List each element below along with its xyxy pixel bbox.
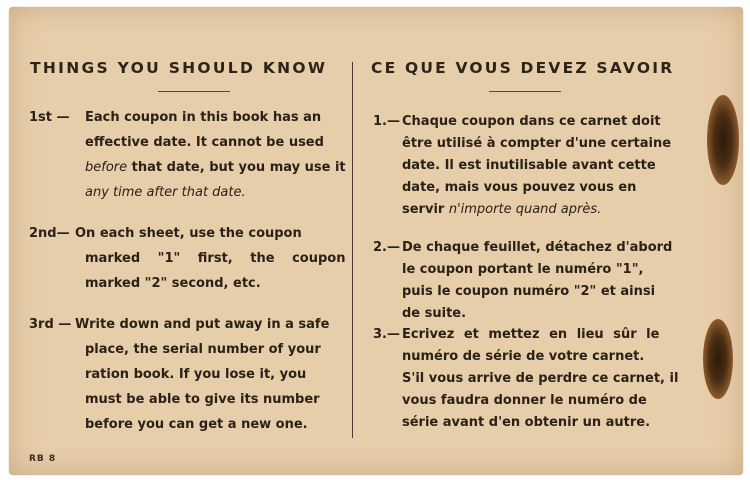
form-code: RB 8 [29,454,57,464]
french-item-1-line-3: date. Il est inutilisable avant cette [402,158,656,173]
french-item-3-line-4: vous faudra donner le numéro de [402,393,647,408]
french-item-2-line-2: le coupon portant le numéro "1", [402,262,644,277]
french-item-1-line-1: Chaque coupon dans ce carnet doit [402,114,661,129]
french-item-2-number: 2.— [373,240,400,255]
column-divider [352,62,353,438]
french-item-1-number: 1.— [373,114,400,129]
french-item-3-line-3: S'il vous arrive de perdre ce carnet, il [402,371,679,386]
french-column [371,7,699,475]
english-item-1-line-3-rest: that date, but you may use it [127,160,346,175]
french-item-1-line-5 [402,202,601,217]
french-item-2-line-3: puis le coupon numéro "2" et ainsi [402,284,656,299]
french-item-3-line-1: Ecrivez et mettez en lieu sûr le [402,327,660,342]
english-item-2-number: 2nd— [29,226,70,241]
english-item-2-line-3: marked "2" second, etc. [85,276,261,291]
english-heading: THINGS YOU SHOULD KNOW [30,59,328,77]
english-item-1-number: 1st — [29,110,70,125]
french-heading: CE QUE VOUS DEVEZ SAVOIR [371,59,675,77]
french-item-3-number: 3.— [373,327,400,342]
burn-mark-top [707,95,739,185]
french-item-3-line-5: série avant d'en obtenir un autre. [402,415,651,430]
english-item-2-line-2: marked "1" first, the coupon [85,251,346,266]
french-item-1-line-4: date, mais vous pouvez vous en [402,180,637,195]
french-item-3-line-2: numéro de série de votre carnet. [402,349,645,364]
french-item-2-line-1: De chaque feuillet, détachez d'abord [402,240,673,255]
english-item-1-line-2: effective date. It cannot be used [85,135,324,150]
french-heading-rule [489,91,561,92]
english-item-1-line-1: Each coupon in this book has an [85,110,322,125]
english-item-3-number: 3rd — [29,317,72,332]
english-item-3-line-1: Write down and put away in a safe [75,317,330,332]
english-item-1-line-3 [85,160,346,175]
english-heading-rule [158,91,230,92]
burn-mark-bottom [703,319,733,399]
english-item-3-line-2: place, the serial number of your [85,342,321,357]
french-item-1-line-5-emphasis: n'importe quand après. [448,202,602,217]
french-item-1-line-5-start: servir [402,202,449,217]
english-column [27,7,353,475]
english-item-3-line-4: must be able to give its number [85,392,320,407]
ration-book-card [9,7,743,475]
english-item-1-line-3-emphasis: before [85,160,128,175]
english-item-2-line-1: On each sheet, use the coupon [75,226,302,241]
english-item-3-line-5: before you can get a new one. [85,417,308,432]
english-item-3-line-3: ration book. If you lose it, you [85,367,307,382]
english-item-1-line-4: any time after that date. [85,185,246,200]
french-item-1-line-2: être utilisé à compter d'une certaine [402,136,672,151]
french-item-2-line-4: de suite. [402,306,467,321]
